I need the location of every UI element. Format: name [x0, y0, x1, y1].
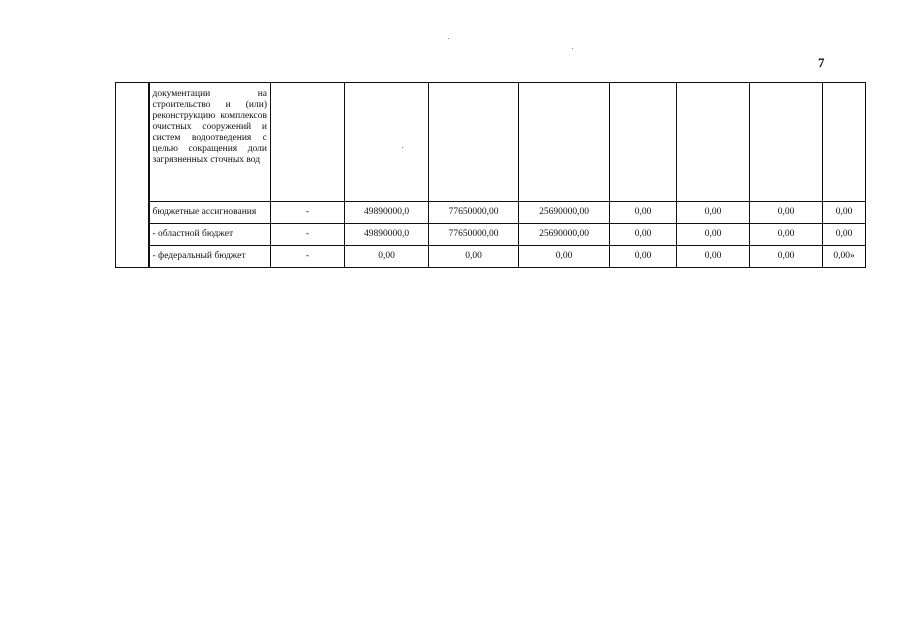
- cell-value: 25690000,00: [519, 202, 610, 224]
- empty-cell: [610, 83, 677, 202]
- row-label: - федеральный бюджет: [149, 246, 271, 268]
- cell-value: -: [271, 224, 345, 246]
- cell-value: 0,00: [750, 246, 823, 268]
- table-row: [116, 202, 866, 224]
- cell-value: 0,00»: [823, 246, 866, 268]
- cell-value: 77650000,00: [429, 202, 519, 224]
- cell-value: 0,00: [345, 246, 429, 268]
- cell-value: 0,00: [429, 246, 519, 268]
- cell-value: 49890000,0: [345, 202, 429, 224]
- empty-cell: [677, 83, 750, 202]
- index-cell: [116, 83, 149, 268]
- cell-value: 0,00: [677, 224, 750, 246]
- cell-value: 25690000,00: [519, 224, 610, 246]
- empty-cell: [271, 83, 345, 202]
- cell-value: 49890000,0: [345, 224, 429, 246]
- cell-value: -: [271, 202, 345, 224]
- cell-value: 0,00: [610, 224, 677, 246]
- empty-cell: [823, 83, 866, 202]
- cell-value: 77650000,00: [429, 224, 519, 246]
- cell-value: -: [271, 246, 345, 268]
- empty-cell: [750, 83, 823, 202]
- row-label: бюджетные ассигнования: [149, 202, 271, 224]
- measure-description: документации на строительство и (или) реконструкцию комплексов очистных сооружений и систем водоотведения с целью сокращения доли загрязненных сточных вод: [149, 83, 271, 202]
- cell-value: 0,00: [750, 224, 823, 246]
- description-row: [116, 83, 866, 202]
- scan-speck: [572, 48, 573, 49]
- empty-cell: [429, 83, 519, 202]
- budget-table: [115, 82, 866, 268]
- cell-value: 0,00: [519, 246, 610, 268]
- empty-cell: [345, 83, 429, 202]
- cell-value: 0,00: [750, 202, 823, 224]
- cell-value: 0,00: [610, 202, 677, 224]
- row-label: - областной бюджет: [149, 224, 271, 246]
- table-row: [116, 224, 866, 246]
- page-number: 7: [818, 55, 825, 70]
- empty-cell: [519, 83, 610, 202]
- cell-value: 0,00: [610, 246, 677, 268]
- cell-value: 0,00: [823, 202, 866, 224]
- scan-speck: [448, 38, 449, 39]
- table-row: [116, 246, 866, 268]
- cell-value: 0,00: [677, 202, 750, 224]
- cell-value: 0,00: [677, 246, 750, 268]
- cell-value: 0,00: [823, 224, 866, 246]
